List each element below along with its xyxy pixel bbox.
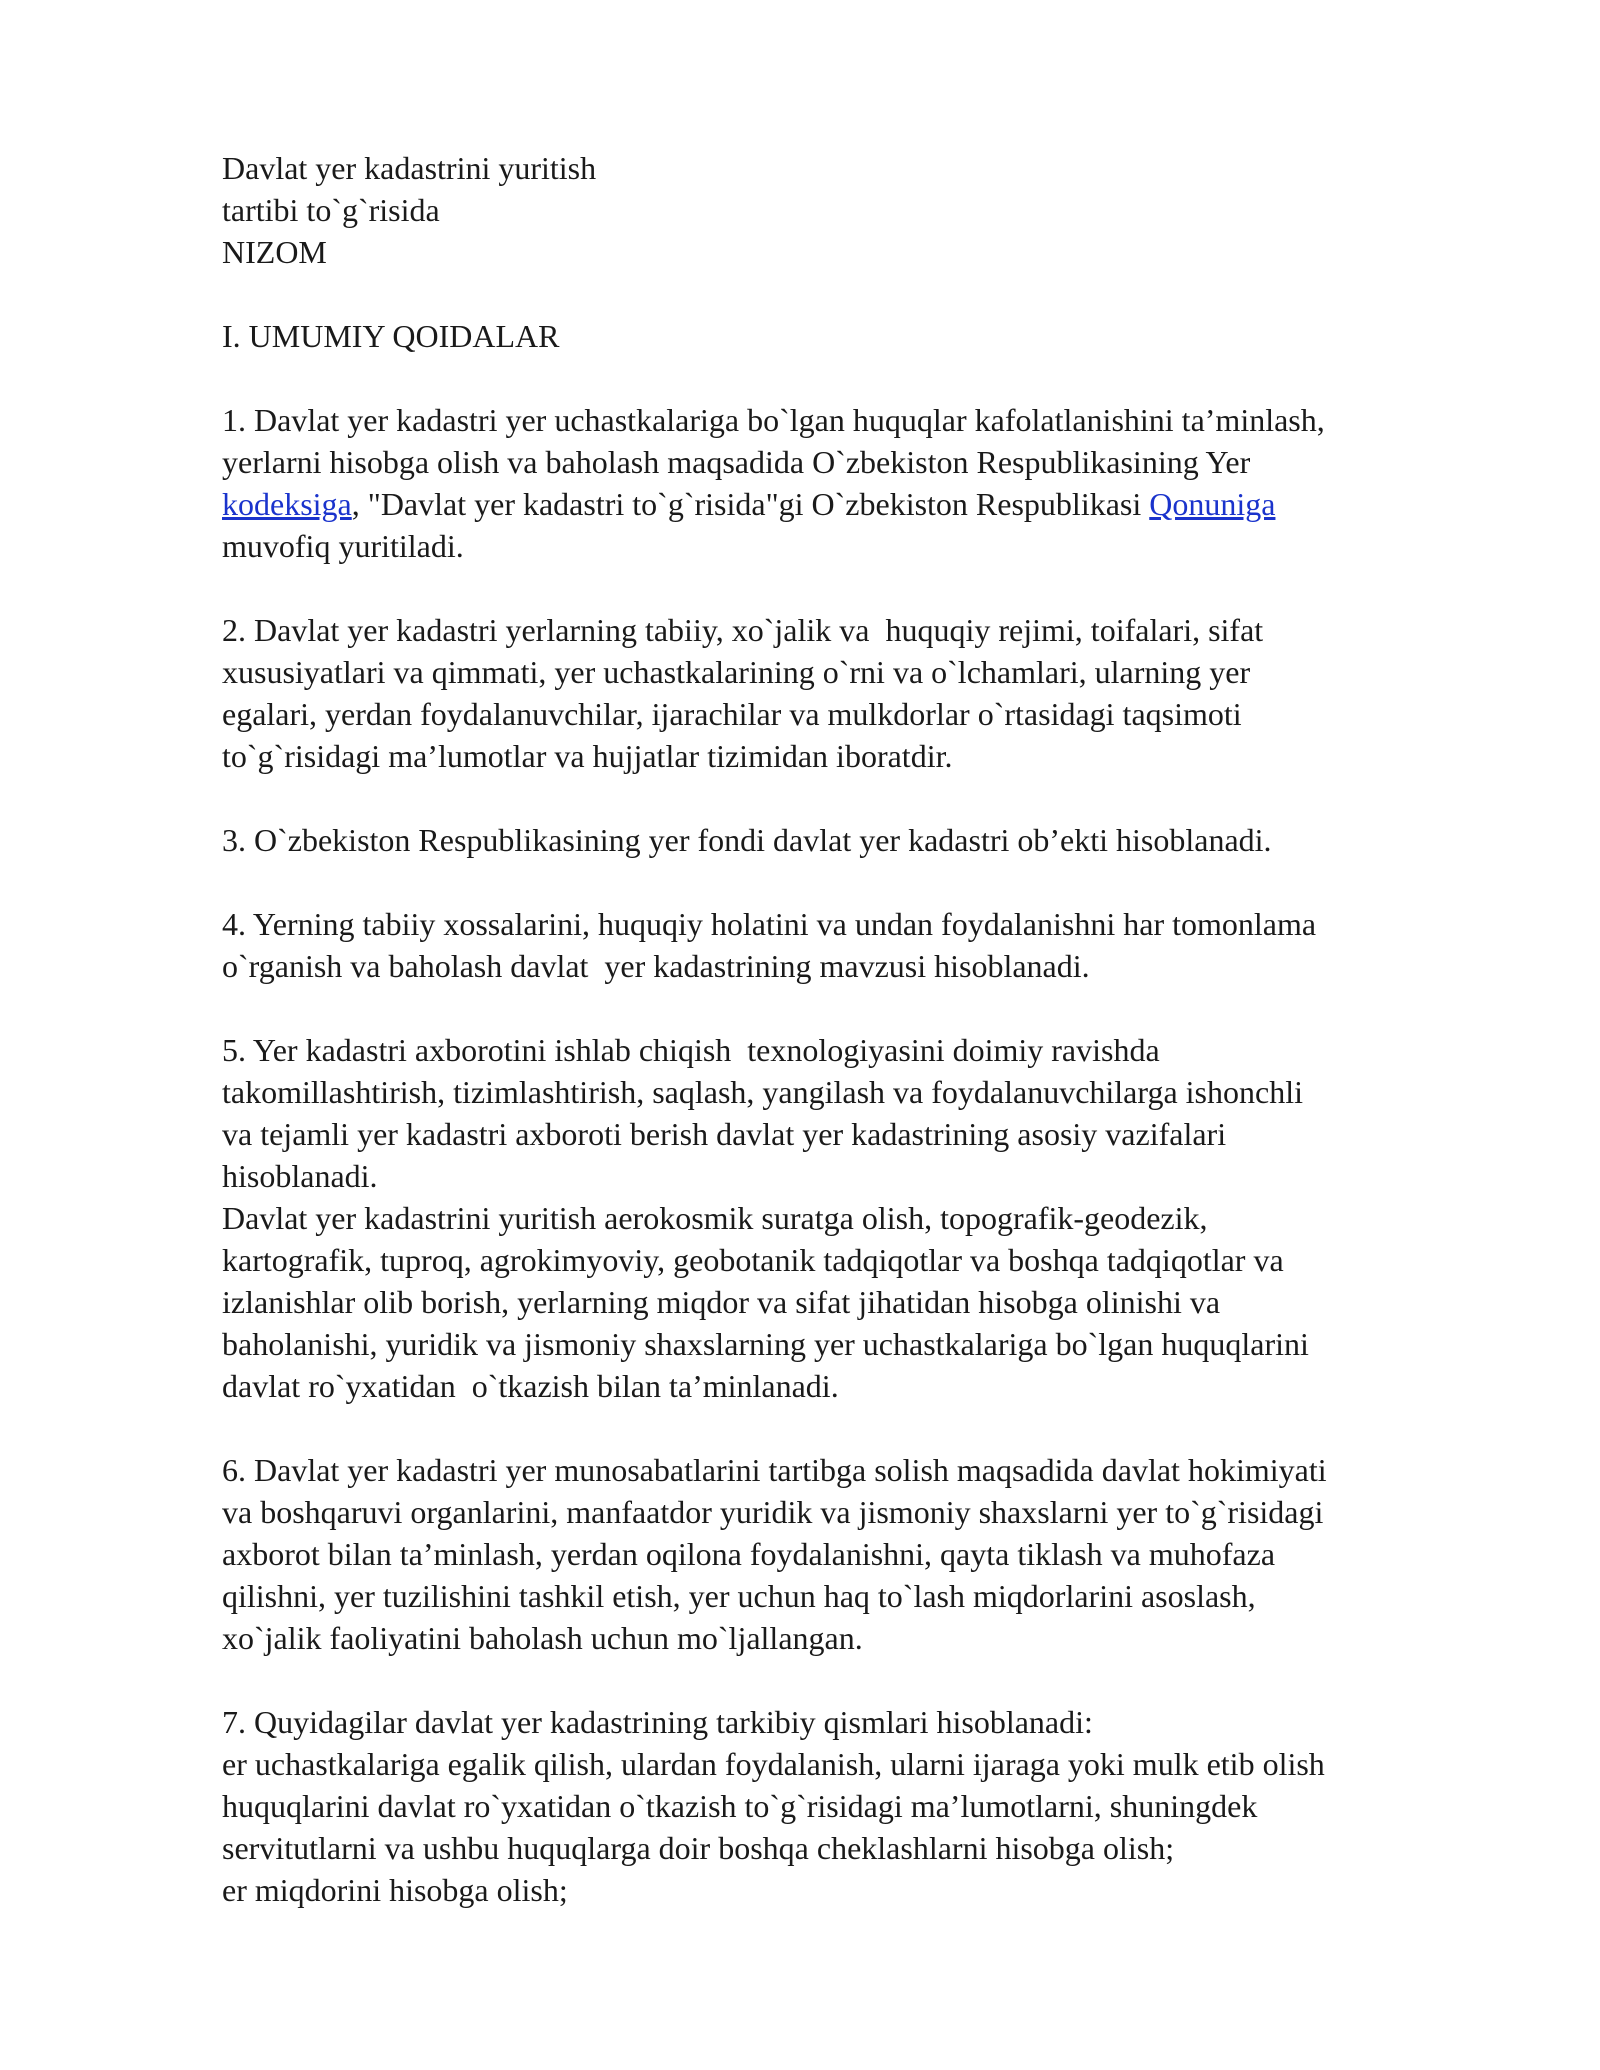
paragraph-line: 5. Yer kadastri axborotini ishlab chiqish texnologiyasini doimiy ravishda xyxy=(222,1032,1160,1068)
qonun-link[interactable]: Qonuniga xyxy=(1149,486,1276,522)
spacer xyxy=(222,1407,1522,1449)
paragraph-line: huquqlarini davlat ro`yxatidan o`tkazish to`g`risidagi ma’lumotlarni, shuningdek xyxy=(222,1788,1258,1824)
paragraph-line: xususiyatlari va qimmati, yer uchastkalarining o`rni va o`lchamlari, ularning yer xyxy=(222,654,1251,690)
spacer xyxy=(222,273,1522,315)
paragraph-line: 6. Davlat yer kadastri yer munosabatlarini tartibga solish maqsadida davlat hokimiyati xyxy=(222,1452,1327,1488)
paragraph-1 xyxy=(222,399,1522,567)
paragraph-3 xyxy=(222,819,1522,861)
paragraph-line: va tejamli yer kadastri axboroti berish davlat yer kadastrining asosiy vazifalari xyxy=(222,1116,1227,1152)
paragraph-line: servitutlarni va ushbu huquqlarga doir boshqa cheklashlarni hisobga olish; xyxy=(222,1830,1175,1866)
paragraph-line: Davlat yer kadastrini yuritish aerokosmik suratga olish, topografik-geodezik, xyxy=(222,1200,1208,1236)
paragraph-line: 4. Yerning tabiiy xossalarini, huquqiy holatini va undan foydalanishni har tomonlama xyxy=(222,906,1317,942)
paragraph-7 xyxy=(222,1701,1522,1911)
paragraph-line: 7. Quyidagilar davlat yer kadastrining tarkibiy qismlari hisoblanadi: xyxy=(222,1704,1093,1740)
spacer xyxy=(222,987,1522,1029)
paragraph-line: egalari, yerdan foydalanuvchilar, ijarachilar va mulkdorlar o`rtasidagi taqsimoti xyxy=(222,696,1242,732)
paragraph-line: 3. O`zbekiston Respublikasining yer fondi davlat yer kadastri ob’ekti hisoblanadi. xyxy=(222,822,1272,858)
paragraph-line: takomillashtirish, tizimlashtirish, saqlash, yangilash va foydalanuvchilarga ishonchli xyxy=(222,1074,1303,1110)
paragraph-line: er uchastkalariga egalik qilish, ulardan foydalanish, ularni ijaraga yoki mulk etib olish xyxy=(222,1746,1325,1782)
paragraph-line: va boshqaruvi organlarini, manfaatdor yuridik va jismoniy shaxslarni yer to`g`risidagi xyxy=(222,1494,1324,1530)
paragraph-line: hisoblanadi. xyxy=(222,1158,378,1194)
paragraph-text: , "Davlat yer kadastri to`g`risida"gi O`zbekiston Respublikasi xyxy=(351,486,1150,522)
document-title xyxy=(222,147,1522,273)
title-line: tartibi to`g`risida xyxy=(222,192,440,228)
spacer xyxy=(222,777,1522,819)
spacer xyxy=(222,1659,1522,1701)
paragraph-line: baholanishi, yuridik va jismoniy shaxslarning yer uchastkalariga bo`lgan huquqlarini xyxy=(222,1326,1309,1362)
paragraph-line: qilishni, yer tuzilishini tashkil etish, yer uchun haq to`lash miqdorlarini asoslash, xyxy=(222,1578,1256,1614)
section-heading: I. UMUMIY QOIDALAR xyxy=(222,318,560,354)
document-page xyxy=(222,147,1522,1911)
title-line: NIZOM xyxy=(222,234,327,270)
paragraph-line: muvofiq yuritiladi. xyxy=(222,528,464,564)
paragraph-line: 1. Davlat yer kadastri yer uchastkalariga bo`lgan huquqlar kafolatlanishini ta’minlash, xyxy=(222,402,1325,438)
paragraph-line: 2. Davlat yer kadastri yerlarning tabiiy, xo`jalik va huquqiy rejimi, toifalari, sifat xyxy=(222,612,1264,648)
paragraph-line: davlat ro`yxatidan o`tkazish bilan ta’minlanadi. xyxy=(222,1368,839,1404)
paragraph-line: o`rganish va baholash davlat yer kadastrining mavzusi hisoblanadi. xyxy=(222,948,1090,984)
paragraph-line: kartografik, tuproq, agrokimyoviy, geobotanik tadqiqotlar va boshqa tadqiqotlar va xyxy=(222,1242,1284,1278)
paragraph-6 xyxy=(222,1449,1522,1659)
spacer xyxy=(222,567,1522,609)
paragraph-line: er miqdorini hisobga olish; xyxy=(222,1872,568,1908)
kodeks-link[interactable]: kodeksiga xyxy=(222,486,352,522)
paragraph-line: to`g`risidagi ma’lumotlar va hujjatlar tizimidan iboratdir. xyxy=(222,738,953,774)
paragraph-line xyxy=(222,483,1522,525)
paragraph-line: axborot bilan ta’minlash, yerdan oqilona foydalanishni, qayta tiklash va muhofaza xyxy=(222,1536,1276,1572)
spacer xyxy=(222,861,1522,903)
title-line: Davlat yer kadastrini yuritish xyxy=(222,150,597,186)
paragraph-line: xo`jalik faoliyatini baholash uchun mo`ljallangan. xyxy=(222,1620,863,1656)
paragraph-line: izlanishlar olib borish, yerlarning miqdor va sifat jihatidan hisobga olinishi va xyxy=(222,1284,1221,1320)
paragraph-2 xyxy=(222,609,1522,777)
paragraph-5 xyxy=(222,1029,1522,1407)
spacer xyxy=(222,357,1522,399)
paragraph-line: yerlarni hisobga olish va baholash maqsadida O`zbekiston Respublikasining Yer xyxy=(222,444,1251,480)
paragraph-4 xyxy=(222,903,1522,987)
